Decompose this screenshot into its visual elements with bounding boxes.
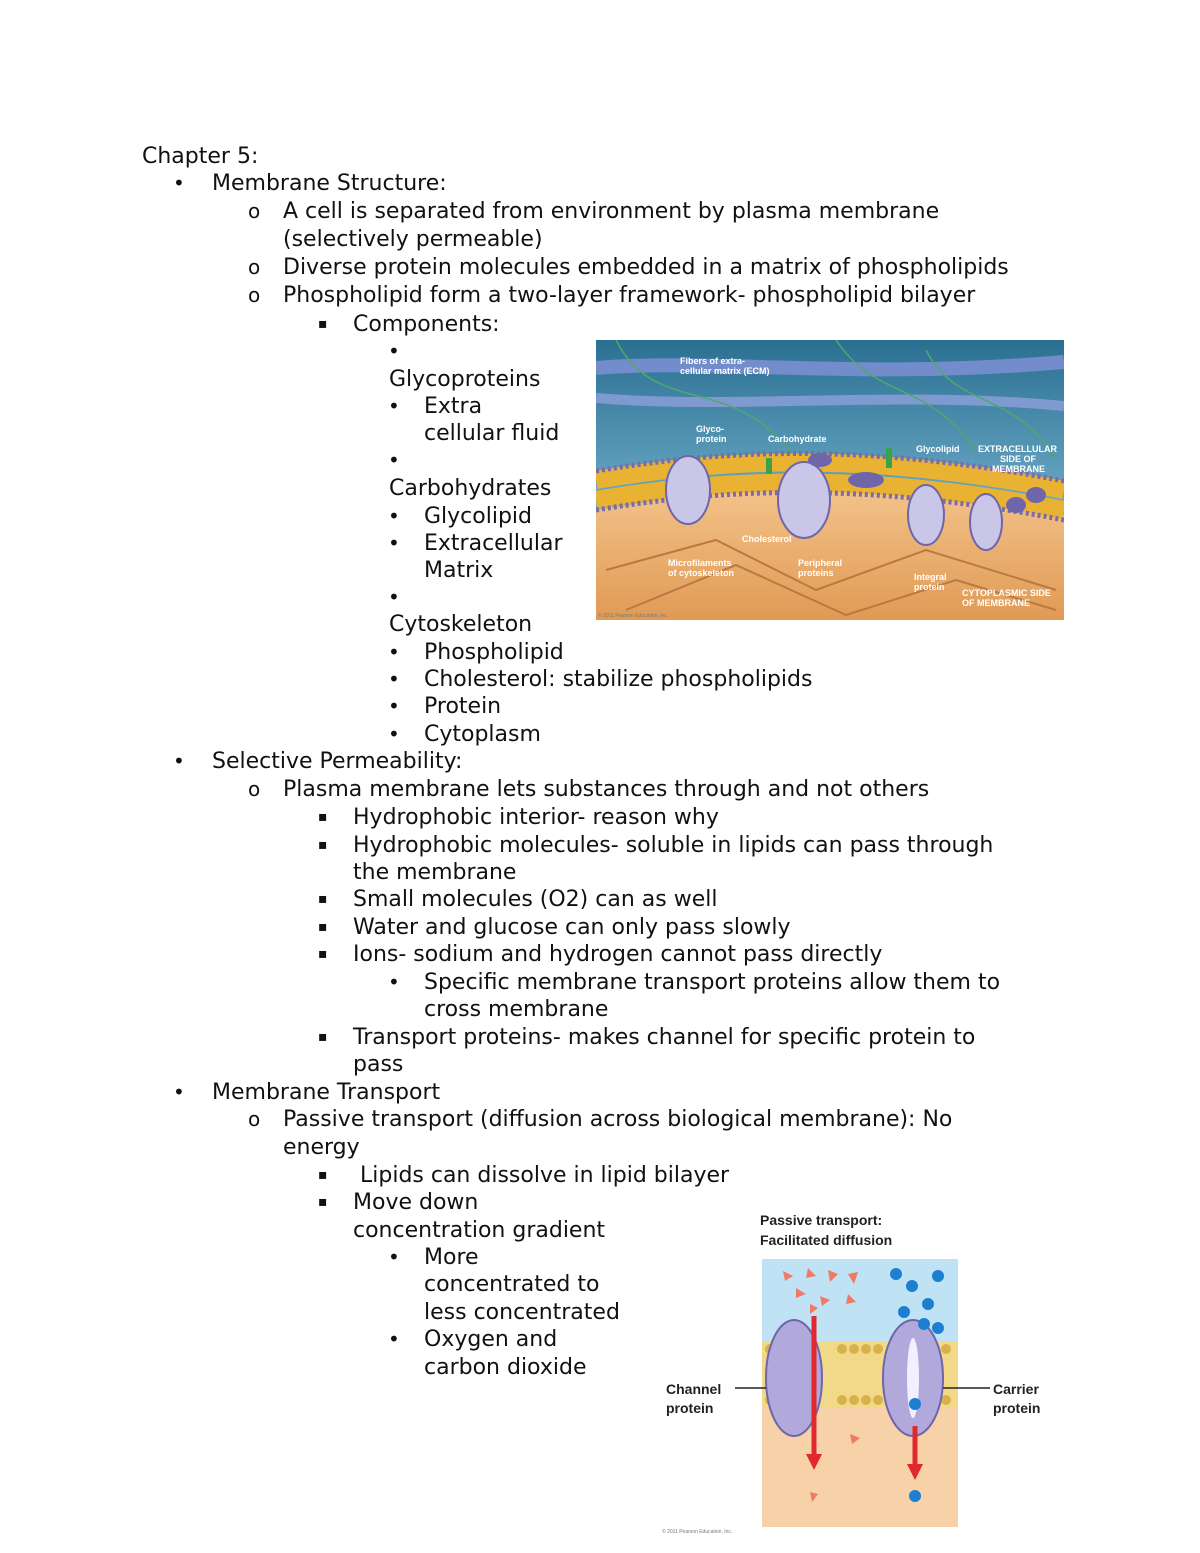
list-item: Specific membrane transport proteins allow them to	[424, 970, 1001, 995]
square-bullet: ▪	[318, 1029, 328, 1045]
list-item: Extra	[424, 394, 483, 419]
disc-bullet: •	[388, 585, 400, 609]
microfilaments-label: Microfilaments	[668, 558, 732, 568]
channel-protein-label: Channel	[666, 1381, 722, 1397]
facilitated-diffusion-figure	[660, 1206, 1060, 1536]
list-item: Plasma membrane lets substances through and not others	[283, 777, 930, 802]
integral-protein-label: Integral	[914, 572, 947, 582]
disc-bullet: •	[388, 667, 400, 691]
list-item: Hydrophobic molecules- soluble in lipids can pass through	[353, 833, 994, 858]
square-bullet: ▪	[318, 891, 328, 907]
chapter-heading: Chapter 5:	[142, 144, 259, 169]
section-heading-selective-permeability: Selective Permeability:	[212, 749, 463, 774]
square-bullet: ▪	[318, 1167, 328, 1183]
list-item: energy	[283, 1135, 360, 1160]
list-item: Cytoplasm	[424, 722, 541, 747]
list-item: (selectively permeable)	[283, 227, 543, 252]
circle-bullet: o	[248, 199, 261, 223]
section-heading-membrane-transport: Membrane Transport	[212, 1080, 441, 1105]
disc-bullet: •	[388, 1327, 400, 1351]
figure-title: Passive transport:	[760, 1212, 883, 1228]
list-item: Matrix	[424, 558, 494, 583]
list-item: carbon dioxide	[424, 1355, 587, 1380]
disc-bullet: •	[388, 504, 400, 528]
disc-bullet: •	[388, 722, 400, 746]
list-item: More	[424, 1245, 479, 1270]
disc-bullet: •	[173, 171, 185, 195]
list-item: Diverse protein molecules embedded in a matrix of phospholipids	[283, 255, 1009, 280]
circle-bullet: o	[248, 255, 261, 279]
carrier-protein-label: protein	[993, 1400, 1041, 1416]
circle-bullet: o	[248, 283, 261, 307]
cholesterol-label: Cholesterol	[742, 534, 792, 544]
figure-credit: © 2011 Pearson Education, Inc.	[598, 613, 669, 619]
disc-bullet: •	[388, 640, 400, 664]
list-item: concentration gradient	[353, 1218, 606, 1243]
carbohydrate-label: Carbohydrate	[768, 434, 827, 444]
disc-bullet: •	[388, 448, 400, 472]
extracellular-side-label: EXTRACELLULAR	[978, 444, 1057, 454]
list-item: Carbohydrates	[389, 476, 552, 501]
glycoprotein-label: protein	[696, 434, 727, 444]
list-item: Ions- sodium and hydrogen cannot pass directly	[353, 942, 883, 967]
list-item: concentrated to	[424, 1272, 600, 1297]
disc-bullet: •	[173, 1080, 185, 1104]
channel-protein-label: protein	[666, 1400, 714, 1416]
square-bullet: ▪	[318, 316, 328, 332]
facilitated-diffusion-illustration	[660, 1206, 1060, 1536]
list-item: Glycolipid	[424, 504, 533, 529]
membrane-illustration	[596, 340, 1064, 620]
list-item: pass	[353, 1052, 404, 1077]
disc-bullet: •	[388, 531, 400, 555]
microfilaments-label: of cytoskeleton	[668, 568, 735, 578]
square-bullet: ▪	[318, 946, 328, 962]
square-bullet: ▪	[318, 837, 328, 853]
disc-bullet: •	[388, 970, 400, 994]
list-item: less concentrated	[424, 1300, 620, 1325]
ecm-label: Fibers of extra-	[680, 356, 746, 366]
list-item: Cholesterol: stabilize phospholipids	[424, 667, 813, 692]
list-item: Extracellular	[424, 531, 563, 556]
list-item: Lipids can dissolve in lipid bilayer	[353, 1163, 730, 1188]
glycolipid-label: Glycolipid	[916, 444, 960, 454]
list-item: Protein	[424, 694, 502, 719]
integral-protein-label: protein	[914, 582, 945, 592]
list-item: Oxygen and	[424, 1327, 558, 1352]
list-item: cross membrane	[424, 997, 609, 1022]
figure-title: Facilitated diffusion	[760, 1232, 893, 1248]
cytoplasmic-side-label: OF MEMBRANE	[962, 598, 1030, 608]
list-item: Components:	[353, 312, 500, 337]
extracellular-side-label: SIDE OF	[1000, 454, 1037, 464]
circle-bullet: o	[248, 1107, 261, 1131]
disc-bullet: •	[388, 339, 400, 363]
extracellular-side-label: MEMBRANE	[992, 464, 1045, 474]
square-bullet: ▪	[318, 1194, 328, 1210]
peripheral-proteins-label: Peripheral	[798, 558, 843, 568]
list-item: Passive transport (diffusion across biological membrane): No	[283, 1107, 953, 1132]
square-bullet: ▪	[318, 809, 328, 825]
disc-bullet: •	[388, 1245, 400, 1269]
ecm-label: cellular matrix (ECM)	[680, 366, 770, 376]
figure-credit: © 2011 Pearson Education, Inc.	[662, 1529, 733, 1535]
list-item: Transport proteins- makes channel for specific protein to	[353, 1025, 976, 1050]
list-item: Phospholipid form a two-layer framework- phospholipid bilayer	[283, 283, 976, 308]
circle-bullet: o	[248, 777, 261, 801]
glycoprotein-label: Glyco-	[696, 424, 725, 434]
peripheral-proteins-label: proteins	[798, 568, 834, 578]
list-item: Hydrophobic interior- reason why	[353, 805, 719, 830]
membrane-structure-figure	[596, 340, 1064, 620]
list-item: Cytoskeleton	[389, 612, 533, 637]
carrier-protein-label: Carrier	[993, 1381, 1039, 1397]
list-item: A cell is separated from environment by plasma membrane	[283, 199, 940, 224]
list-item: the membrane	[353, 860, 517, 885]
disc-bullet: •	[173, 749, 185, 773]
list-item: cellular fluid	[424, 421, 560, 446]
disc-bullet: •	[388, 394, 400, 418]
cytoplasmic-side-label: CYTOPLASMIC SIDE	[962, 588, 1051, 598]
section-heading-membrane-structure: Membrane Structure:	[212, 171, 447, 196]
list-item: Glycoproteins	[389, 367, 541, 392]
list-item: Water and glucose can only pass slowly	[353, 915, 791, 940]
list-item: Small molecules (O2) can as well	[353, 887, 718, 912]
list-item: Phospholipid	[424, 640, 564, 665]
square-bullet: ▪	[318, 919, 328, 935]
disc-bullet: •	[388, 694, 400, 718]
list-item: Move down	[353, 1190, 479, 1215]
